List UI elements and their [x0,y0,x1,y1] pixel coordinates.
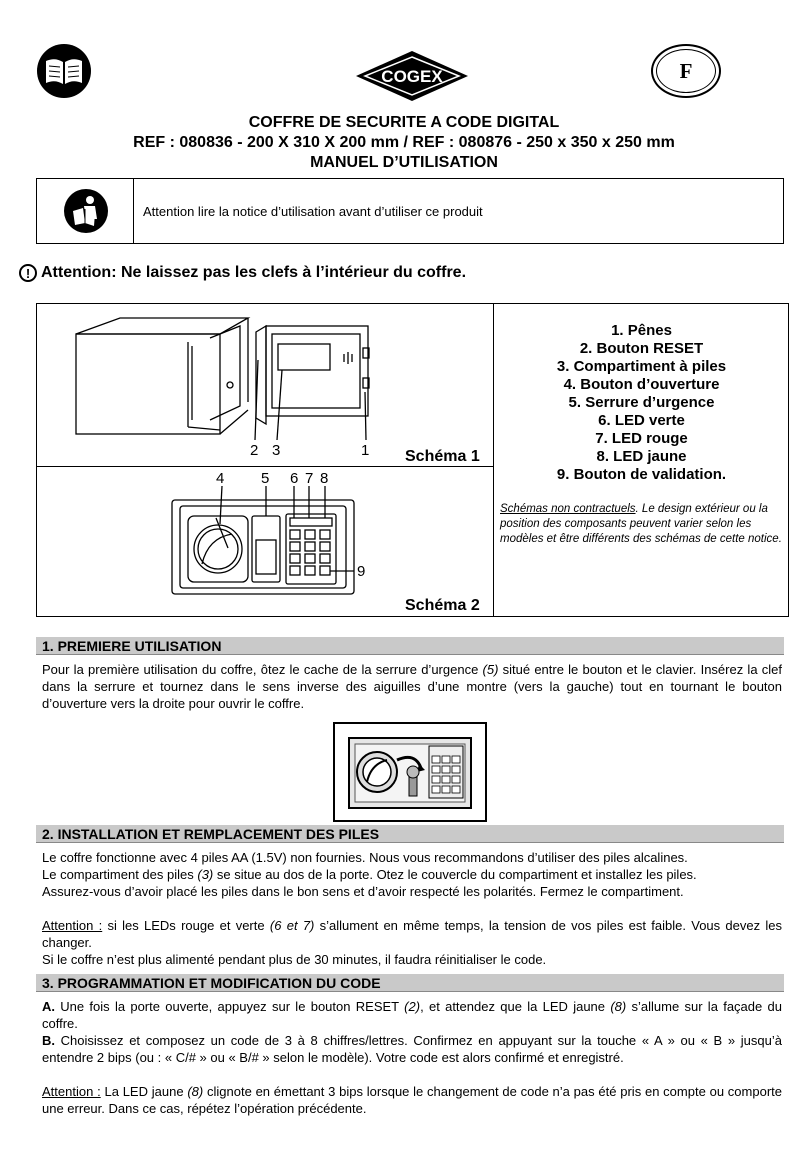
notice-divider [133,178,134,244]
parts-list-item: 2. Bouton RESET [579,340,704,357]
callout-5: 5 [261,470,270,487]
read-manual-icon [64,189,108,233]
exclamation-icon: ! [19,264,37,282]
parts-list-item: 6. LED verte [598,412,685,429]
title-line-3: MANUEL D’UTILISATION [310,154,498,171]
section-2-text: Le coffre fonctionne avec 4 piles AA (1.5V) non fournies. Nous vous recommandons d’utiliser des piles alcalines. Le compartiment des piles (3) se situe au dos de la porte. Otez le couvercle du compartiment et installez les piles. Assurez-vous d’avoir placé les piles dans le bon sens et d’avoir respecté les polarités. Fermez le compartiment. Attention : si les LEDs rouge et verte (6 et 7) s’allument en même temps, la tension de vos piles est faible. Vous devez les changer. Si le coffre n’est plus alimenté pendant plus de 30 minutes, il faudra réinitialiser le code. [42,850,782,967]
callout-6: 6 [290,470,299,487]
callout-3: 3 [272,442,281,459]
language-badge-label: F [679,58,693,83]
schema-disclaimer-underlined: Schémas non contractuels [500,503,636,515]
notice-text: Attention lire la notice d’utilisation avant d’utiliser ce produit [143,204,483,219]
keys-warning [19,264,466,282]
key-insertion-photo [333,722,487,822]
schema-2-drawing [160,466,380,606]
title-line-2: REF : 080836 - 200 X 310 X 200 mm / REF : 080876 - 250 x 350 x 250 mm [133,134,675,151]
parts-list-item: 8. LED jaune [596,448,687,465]
document-title [0,113,808,173]
schema-2-label: Schéma 2 [405,597,480,614]
section-3-text: A. Une fois la porte ouverte, appuyez sur le bouton RESET (2), et attendez que la LED jaune (8) s’allume sur la façade du coffre. B. Choisissez et composez un code de 3 à 8 chiffres/lettres. Confirmez en appuyant sur la touche « A » ou « B » jusqu’à entendre 2 bips (ou : « C/# » ou « B/# » selon le modèle). Votre code est alors confirmé et enregistré. Attention : La LED jaune (8) clignote en émettant 3 bips lorsque le changement de code n’a pas été pris en compte ou comporte une erreur. Dans ce cas, répétez l’opération précédente. [42,999,783,1116]
callout-2: 2 [250,442,259,459]
schema-1-label: Schéma 1 [405,448,480,465]
section-1-text: Pour la première utilisation du coffre, ôtez le cache de la serrure d’urgence (5) situé entre le bouton et le clavier. Insérez la clef dans la serrure et tournez dans le sens inverse des aiguilles d’une montre (vers la gauche) tout en tournant le bouton d’ouverture vers la droite pour ouvrir le coffre. [42,662,782,711]
parts-list-item: 7. LED rouge [595,430,688,447]
schema-disclaimer-rest: . Le design extérieur ou la position des composants peuvent varier selon les modèles et être différents des schémas de cette notice. [500,503,782,545]
parts-list-item: 1. Pênes [611,322,672,339]
callout-7: 7 [305,470,314,487]
title-line-1: COFFRE DE SECURITE A CODE DIGITAL [248,114,560,131]
callout-8: 8 [320,470,329,487]
keys-warning-text: Attention: Ne laissez pas les clefs à l’intérieur du coffre. [41,264,467,281]
parts-list [494,322,789,484]
section-1-heading: 1. PREMIERE UTILISATION [36,637,784,655]
callout-4: 4 [216,470,225,487]
callout-1: 1 [361,442,370,459]
schema-1-drawing [60,312,390,462]
brand-text: COGEX [381,67,443,86]
manual-book-icon [37,44,91,98]
parts-list-item: 4. Bouton d’ouverture [563,376,720,393]
section-2-heading: 2. INSTALLATION ET REMPLACEMENT DES PILES [36,825,784,843]
cogex-logo [355,50,469,102]
callout-9: 9 [357,563,366,580]
parts-list-item: 5. Serrure d’urgence [568,394,715,411]
section-3-heading: 3. PROGRAMMATION ET MODIFICATION DU CODE [36,974,784,992]
parts-list-item: 3. Compartiment à piles [556,358,727,375]
parts-list-item: 9. Bouton de validation. [556,466,727,483]
language-badge [651,44,721,98]
schema-disclaimer [500,502,782,547]
